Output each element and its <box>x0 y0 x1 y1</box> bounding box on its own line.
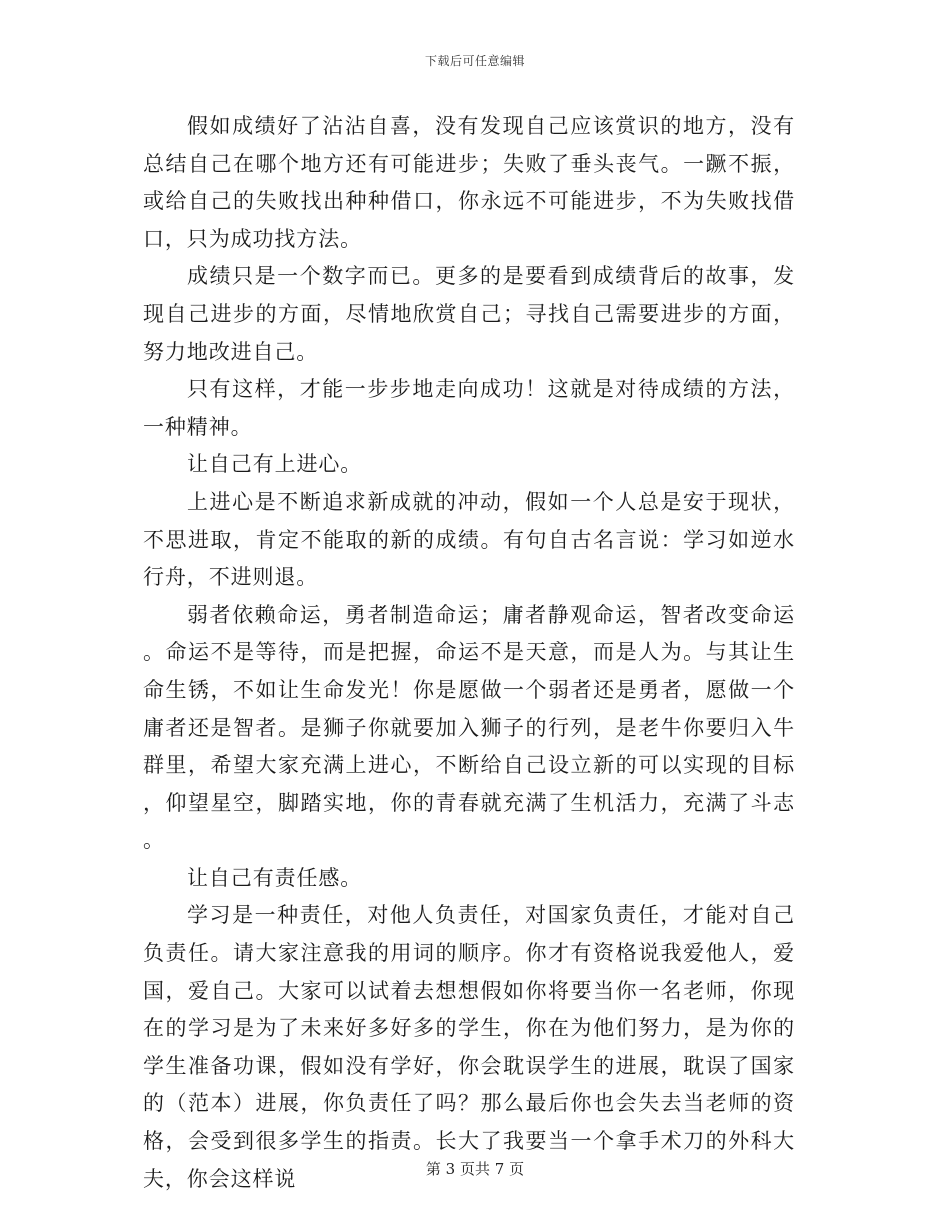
page-number-footer: 第 3 页共 7 页 <box>425 1160 525 1178</box>
paragraph: 上进心是不断追求新成就的冲动，假如一个人总是安于现状，不思进取，肯定不能取的新的成绩。有句自古名言说：学习如逆水行舟，不进则退。 <box>143 489 795 590</box>
section-heading: 让自己有上进心。 <box>187 452 363 477</box>
page-header: 下载后可任意编辑 <box>424 54 525 68</box>
document-body <box>143 108 795 1198</box>
paragraph: 成绩只是一个数字而已。更多的是要看到成绩背后的故事，发现自己进步的方面，尽情地欣赏自己；寻找自己需要进步的方面，努力地改进自己。 <box>143 264 795 364</box>
paragraph: 假如成绩好了沾沾自喜，没有发现自己应该赏识的地方，没有总结自己在哪个地方还有可能进步；失败了垂头丧气。一蹶不振，或给自己的失败找出种种借口，你永远不可能进步，不为失败找借口，只为成功找方法。 <box>143 114 795 251</box>
section-heading: 让自己有责任感。 <box>187 865 363 890</box>
paragraph: 弱者依赖命运，勇者制造命运；庸者静观命运，智者改变命运。命运不是等待，而是把握，命运不是天意，而是人为。与其让生命生锈，不如让生命发光！你是愿做一个弱者还是勇者，愿做一个庸者还是智者。是狮子你就要加入狮子的行列，是老牛你要归入牛群里，希望大家充满上进心，不断给自己设立新的可以实现的目标，仰望星空，脚踏实地，你的青春就充满了生机活力，充满了斗志。 <box>143 602 795 853</box>
paragraph: 只有这样，才能一步步地走向成功！这就是对待成绩的方法，一种精神。 <box>143 377 795 439</box>
paragraph: 学习是一种责任，对他人负责任，对国家负责任，才能对自己负责任。请大家注意我的用词的顺序。你才有资格说我爱他人，爱国，爱自己。大家可以试着去想想假如你将要当你一名老师，你现在的学习是为了未来好多好多的学生，你在为他们努力，是为你的学生准备功课，假如没有学好，你会耽误学生的进展，耽误了国家的（范本）进展，你负责任了吗？那么最后你也会失去当老师的资格，会受到很多学生的指责。长大了我要当一个拿手术刀的外科大夫，你会这样说 <box>143 903 795 1191</box>
